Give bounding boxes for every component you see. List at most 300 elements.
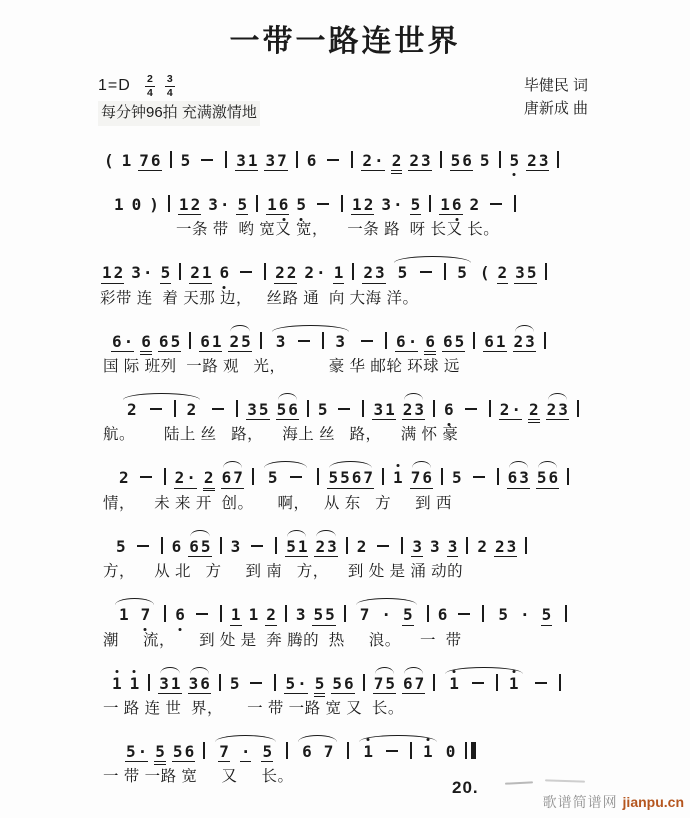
duration-dot: · <box>137 742 148 762</box>
note: 5 <box>155 742 165 762</box>
time-signature-denominator: 4 <box>146 86 153 99</box>
score-system <box>98 184 660 239</box>
time-signature-numerator: 3 <box>166 73 173 86</box>
note: 6 <box>278 196 290 215</box>
slurred-note-group <box>402 674 425 694</box>
note: 3 <box>381 194 391 214</box>
note-group <box>103 151 115 171</box>
note: 2 <box>494 536 505 556</box>
duration-dash <box>201 159 213 161</box>
barline <box>174 400 176 417</box>
duration-dot: · <box>142 263 153 283</box>
note-group <box>424 332 436 352</box>
note-group <box>111 332 134 352</box>
lyrics-line: 一 路 连 世 界， 一 带 一路 宽 又 长。 <box>103 700 404 718</box>
octave-dot-low <box>223 286 226 289</box>
octave-dot-low <box>282 218 285 221</box>
note-group <box>479 263 491 283</box>
note: 3 <box>414 400 425 420</box>
note: 5 <box>241 331 251 351</box>
barline <box>225 151 227 168</box>
duration-dash <box>251 545 263 547</box>
note: 2 <box>275 263 285 283</box>
note: 3 <box>230 536 241 556</box>
barline <box>220 605 222 622</box>
duration-dash <box>140 476 152 478</box>
barline <box>203 742 205 759</box>
note: 6 <box>351 468 362 488</box>
slurred-note-group <box>357 742 438 762</box>
barline <box>286 742 288 759</box>
scan-artifact <box>545 779 585 782</box>
note: 6 <box>306 150 317 170</box>
note-group <box>178 195 201 215</box>
duration-dot: · <box>392 194 403 214</box>
time-signature <box>165 74 175 98</box>
note: 6 <box>437 605 448 625</box>
note-group <box>514 263 537 283</box>
slurred-note-group <box>373 674 396 694</box>
note: 5 <box>180 150 191 170</box>
note-group <box>391 151 403 171</box>
note: 6 <box>344 673 354 693</box>
note: 1 <box>385 400 395 420</box>
note-group <box>306 151 318 171</box>
barline <box>514 195 516 212</box>
slur-arc <box>548 393 567 400</box>
note: 1 <box>495 331 506 351</box>
note: 7 <box>140 606 152 624</box>
note: 5 <box>397 263 408 283</box>
slur-arc <box>515 325 534 332</box>
note: 3 <box>447 536 458 556</box>
note: 3 <box>236 150 246 170</box>
duration-dash <box>535 682 547 684</box>
barline <box>164 468 166 485</box>
note-group <box>295 605 307 625</box>
barline <box>351 151 353 168</box>
duration-dash <box>386 750 398 752</box>
note: 2 <box>203 468 214 488</box>
barline <box>363 674 365 691</box>
note-group <box>392 468 404 488</box>
note: 5 <box>498 605 508 625</box>
slurred-note-group <box>228 332 251 352</box>
note: 1 <box>352 194 362 214</box>
slurred-note-group <box>443 674 524 694</box>
lyrics-line: 航。 陆上 丝 路， 海上 丝 路， 满 怀 豪 <box>103 426 459 444</box>
slurred-note-group <box>507 468 530 488</box>
note-group <box>447 537 459 557</box>
note-group <box>442 332 465 352</box>
slurred-note-group <box>285 537 308 557</box>
slur-arc <box>359 735 436 742</box>
note: 3 <box>335 331 346 351</box>
watermark-domain: jianpu.cn <box>622 794 684 810</box>
barline <box>307 400 309 417</box>
note-group <box>199 332 222 352</box>
slur-arc <box>329 461 372 468</box>
scan-artifact <box>505 781 533 784</box>
note: 7 <box>277 150 287 170</box>
note-group <box>230 537 242 557</box>
note: 2 <box>402 400 413 420</box>
note-group <box>236 195 248 215</box>
note-group <box>274 263 297 283</box>
barline <box>220 537 222 554</box>
duration-dash <box>298 340 310 342</box>
note: 5 <box>450 150 461 170</box>
note: 3 <box>208 194 218 214</box>
slur-arc <box>115 598 154 605</box>
note: 5 <box>457 263 467 283</box>
note-group <box>113 195 125 215</box>
notation-line <box>98 594 660 625</box>
note: 7 <box>219 742 229 762</box>
note-group <box>264 151 287 171</box>
note-group <box>429 537 441 557</box>
note: 2 <box>304 263 315 283</box>
lyrics-line: 国 际 班列 一路 观 光， 豪 华 邮轮 环球 远 <box>103 358 460 376</box>
duration-dash <box>317 203 329 205</box>
note: 2 <box>527 150 537 170</box>
note: 2 <box>546 400 557 420</box>
note: 2 <box>362 150 373 170</box>
note-group <box>492 605 557 625</box>
note: 5 <box>410 194 421 214</box>
score-system <box>98 594 660 649</box>
barline <box>382 468 384 485</box>
slurred-note-group <box>158 674 181 694</box>
note: 5 <box>332 673 343 693</box>
barline <box>545 263 547 280</box>
note: 2 <box>528 400 539 420</box>
key-signature-line <box>98 74 260 98</box>
note: 7 <box>414 673 425 693</box>
note-group <box>303 263 326 283</box>
note: 3 <box>519 468 529 488</box>
note: 5 <box>541 605 552 625</box>
barline <box>567 468 569 485</box>
barline <box>352 263 354 280</box>
note-group <box>207 195 230 215</box>
slur-arc <box>412 461 431 468</box>
page-number: 20. <box>452 778 479 797</box>
lyrics-line: 一 带 一路 宽 又 长。 <box>103 768 294 786</box>
note: 5 <box>509 152 521 170</box>
note: 5 <box>262 742 273 762</box>
note: 6 <box>189 536 199 556</box>
barline <box>189 332 191 349</box>
duration-dash <box>327 159 339 161</box>
note: 5 <box>403 605 413 625</box>
score-system <box>98 663 660 718</box>
barline <box>444 263 446 280</box>
note: 3 <box>275 331 286 351</box>
barline <box>168 195 170 212</box>
barline <box>525 537 527 554</box>
tempo-marking: 每分钟96拍 充满激情地 <box>98 101 260 126</box>
note: 6 <box>174 606 186 624</box>
notation-line <box>98 252 660 283</box>
note-group <box>314 674 326 694</box>
note: 1 <box>392 469 404 487</box>
note: 6 <box>200 331 210 351</box>
note-group <box>129 674 141 694</box>
note: 6 <box>171 536 182 556</box>
notation-line <box>98 389 660 420</box>
note: 3 <box>420 150 431 170</box>
note-group <box>443 400 455 420</box>
slur-arc <box>316 530 335 537</box>
score-system <box>98 321 660 376</box>
note: 2 <box>190 263 200 283</box>
note-group <box>248 605 260 625</box>
note-group <box>189 263 212 283</box>
slur-arc <box>223 461 242 468</box>
note: 1 <box>121 150 132 170</box>
duration-dot: · <box>123 331 134 351</box>
note-group <box>174 605 186 625</box>
note: 3 <box>374 263 385 283</box>
note-group <box>333 263 345 283</box>
note: 2 <box>363 194 374 214</box>
note: ( <box>104 150 114 170</box>
note-group <box>154 742 166 762</box>
duration-dash <box>240 271 252 273</box>
note: 7 <box>359 605 370 625</box>
duration-dash <box>465 408 477 410</box>
note: 3 <box>412 536 423 556</box>
barline <box>285 605 287 622</box>
time-signature-denominator: 4 <box>166 86 173 99</box>
lyrics-line: 潮 流， 到 处 是 奔 腾的 热 浪。 一 带 <box>103 631 462 649</box>
note: 3 <box>247 400 257 420</box>
note: 6 <box>221 468 232 488</box>
lyricist-credit: 毕健民 词 <box>523 77 588 94</box>
note-group <box>115 537 127 557</box>
octave-dot-high <box>367 738 370 741</box>
duration-dash <box>361 340 373 342</box>
note-group <box>362 263 385 283</box>
slurred-note-group <box>327 468 374 488</box>
barline <box>260 332 262 349</box>
note: 6 <box>451 196 463 215</box>
note: 6 <box>112 331 122 351</box>
slurred-note-group <box>188 674 211 694</box>
note-group <box>494 537 517 557</box>
slurred-note-group <box>296 742 339 762</box>
note: 6 <box>218 264 230 282</box>
barline <box>274 674 276 691</box>
note: 3 <box>373 400 384 420</box>
slurred-note-group <box>113 605 156 625</box>
note: 5 <box>451 468 462 488</box>
slur-arc <box>356 598 417 605</box>
note: 2 <box>497 263 508 283</box>
note: 1 <box>102 263 112 283</box>
octave-dot-high <box>512 670 515 673</box>
note: 7 <box>139 150 149 170</box>
barline <box>433 400 435 417</box>
slur-arc <box>264 461 308 468</box>
note: 1 <box>201 263 212 283</box>
note-group <box>125 742 148 762</box>
note: 1 <box>440 194 450 214</box>
slur-arc <box>215 735 276 742</box>
note: 5 <box>328 468 339 488</box>
note: 7 <box>410 468 421 488</box>
slurred-note-group <box>221 468 244 488</box>
composer-credit: 唐新成 曲 <box>523 100 588 118</box>
barline <box>275 537 277 554</box>
slur-arc <box>160 667 179 674</box>
note: 2 <box>286 263 297 283</box>
note: 5 <box>200 536 211 556</box>
slurred-note-group <box>262 468 310 488</box>
note-group <box>497 263 509 283</box>
note-group <box>509 151 521 171</box>
note: 1 <box>267 194 277 214</box>
octave-dot-high <box>396 464 399 467</box>
lyrics-line: 一条 带 哟 宽又 宽， 一条 路 呀 长又 长。 <box>176 221 500 239</box>
note: 2 <box>190 194 201 214</box>
note: 1 <box>297 536 308 556</box>
barline <box>264 263 266 280</box>
note-group <box>235 151 258 171</box>
note-group <box>203 468 215 488</box>
watermark-site-name: 歌谱简谱网 <box>542 794 623 810</box>
note-group <box>121 151 133 171</box>
note-group <box>140 332 152 352</box>
slur-arc <box>538 461 557 468</box>
note: 6 <box>484 331 494 351</box>
slurred-note-group <box>546 400 569 420</box>
slurred-note-group <box>513 332 536 352</box>
duration-dash <box>150 408 162 410</box>
note: 6 <box>184 742 195 762</box>
note: 5 <box>314 673 325 693</box>
barline <box>347 742 349 759</box>
slur-arc <box>404 667 423 674</box>
barline <box>427 605 429 622</box>
note-group <box>331 674 354 694</box>
barline <box>317 468 319 485</box>
note: 2 <box>513 331 524 351</box>
notation-line <box>98 321 660 352</box>
barline <box>341 195 343 212</box>
barline <box>441 468 443 485</box>
note: 5 <box>317 400 328 420</box>
slur-arc <box>230 325 249 332</box>
note: 7 <box>233 468 243 488</box>
barline <box>252 468 254 485</box>
slurred-note-group <box>536 468 559 488</box>
note: 5 <box>276 400 287 420</box>
note: 6 <box>150 150 161 170</box>
slurred-note-group <box>188 537 211 557</box>
note-group <box>230 605 242 625</box>
note: 3 <box>327 536 337 556</box>
note: 5 <box>160 263 171 283</box>
note: 6 <box>141 331 151 351</box>
duration-dot: · <box>511 400 521 420</box>
note: 6 <box>422 468 432 488</box>
lyrics-line: 情， 未 来 开 创。 啊， 从 东 方 到 西 <box>103 494 452 512</box>
octave-dot-high <box>426 738 429 741</box>
score-header <box>0 60 690 130</box>
barline <box>322 332 324 349</box>
note: 5 <box>526 263 537 283</box>
note: 1 <box>362 743 374 761</box>
note: 2 <box>499 400 510 420</box>
slurred-note-group <box>402 400 425 420</box>
duration-dash <box>458 613 470 615</box>
barline <box>236 400 238 417</box>
duration-dot: · <box>219 194 230 214</box>
note: 7 <box>323 742 334 762</box>
note-group <box>218 263 230 283</box>
notation-line <box>98 140 660 171</box>
note: 2 <box>363 263 373 283</box>
note-group <box>437 605 449 625</box>
note: 1 <box>230 605 241 625</box>
note: 7 <box>373 673 384 693</box>
octave-dot-low <box>513 173 516 176</box>
note-group <box>229 674 241 694</box>
note: 2 <box>113 263 124 283</box>
note: 6 <box>507 468 518 488</box>
note-group <box>265 605 277 625</box>
lyrics-line: 彩带 连 着 天那 边， 丝路 通 向 大海 洋。 <box>100 289 419 307</box>
note: 3 <box>131 263 141 283</box>
octave-dot-high <box>115 670 118 673</box>
note: 5 <box>170 331 181 351</box>
barline <box>489 400 491 417</box>
note: 6 <box>462 150 472 170</box>
note-group <box>439 195 462 215</box>
duration-dot: · <box>297 673 307 693</box>
note-group <box>118 468 130 488</box>
note: 6 <box>396 331 406 351</box>
duration-dash <box>490 203 502 205</box>
duration-dot: · <box>374 150 384 170</box>
slur-arc <box>394 256 471 263</box>
octave-dot-high <box>453 670 456 673</box>
duration-dash <box>290 476 302 478</box>
note: 1 <box>119 605 129 625</box>
note: 2 <box>356 536 367 556</box>
barline <box>557 151 559 168</box>
slur-arc <box>298 735 337 742</box>
note: 1 <box>333 263 344 283</box>
barline <box>497 468 499 485</box>
note: 6 <box>425 331 435 351</box>
duration-dot: · <box>240 742 251 762</box>
note-group <box>131 195 143 215</box>
note: 3 <box>515 263 525 283</box>
barline <box>148 674 150 691</box>
note: 6 <box>442 331 453 351</box>
note-group <box>528 400 540 420</box>
barline <box>161 537 163 554</box>
barline <box>296 151 298 168</box>
note: 2 <box>477 536 487 556</box>
time-signatures <box>135 73 175 99</box>
note-group <box>499 400 522 420</box>
duration-dot: · <box>316 263 326 283</box>
notation-line <box>98 457 660 488</box>
